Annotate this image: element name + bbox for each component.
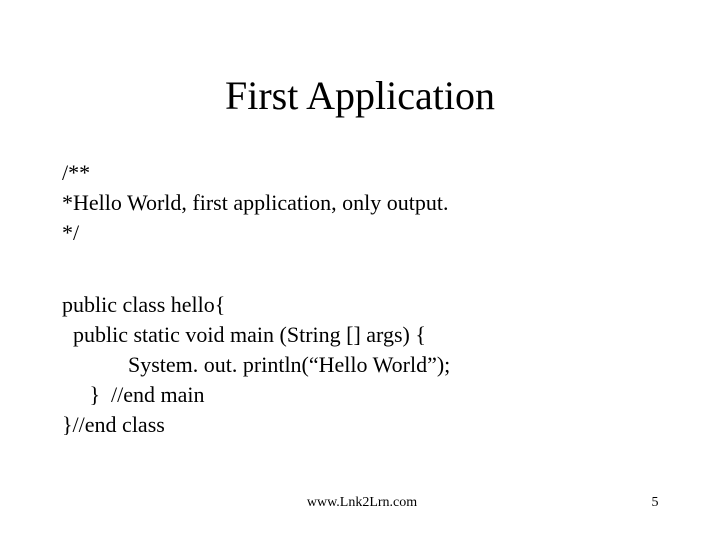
code-line: System. out. println(“Hello World”);: [62, 352, 451, 377]
page-number: 5: [651, 495, 659, 510]
code-line: } //end main: [62, 382, 205, 407]
line-spacer: [62, 248, 702, 290]
comment-line: /**: [62, 160, 91, 185]
code-line: public static void main (String [] args) {: [62, 322, 426, 347]
slide-body: [62, 158, 702, 440]
comment-line: *Hello World, first application, only output.: [62, 190, 449, 215]
code-line: public class hello{: [62, 292, 226, 317]
code-line: }//end class: [62, 412, 165, 437]
slide-title: First Application: [225, 73, 495, 118]
footer-url: www.Lnk2Lrn.com: [306, 495, 418, 510]
comment-line: */: [62, 220, 80, 245]
